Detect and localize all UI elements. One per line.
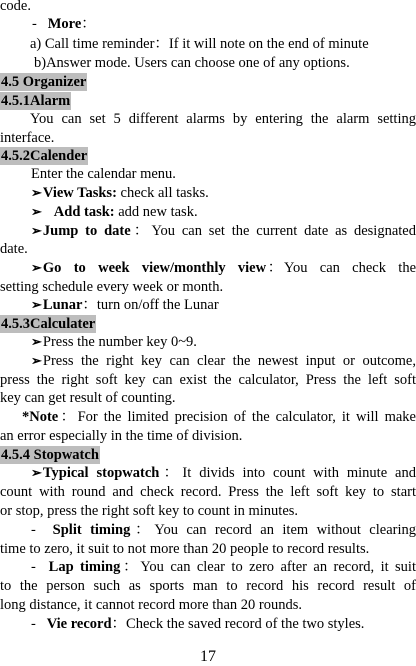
item-title: Split timing [52,522,131,538]
section-heading [0,73,416,91]
item-title: More [47,16,82,32]
text-line: setting schedule every week or month. [0,279,224,295]
list-item [0,184,416,202]
note-text: ：For the limited precision of the calculator, it will make [58,409,416,425]
arrow-bullet-icon: ➢ [31,334,42,349]
list-item-split-timing [0,521,416,539]
note-line [0,408,416,426]
item-title: Lap timing [48,559,121,575]
heading-organizer: 4.5 Organizer [1,74,87,90]
list-item-lap-timing [0,558,416,576]
item-title: Typical stopwatch [42,465,160,481]
item-title: View Tasks: [42,185,117,201]
text-line: Enter the calendar menu. [31,166,176,182]
section-heading [0,315,416,333]
list-item [0,464,416,482]
section-heading [0,446,416,464]
item-text: add new task. [114,204,198,220]
text-line: count with round and check record. Press the left soft key to start [0,484,416,500]
text-line: press the right soft key can exist the calculator, Press the left soft [0,372,416,388]
list-item-more [0,15,416,33]
item-text: ：You can clear to zero after an record, it suit [120,559,416,575]
section-heading [0,92,416,110]
item-title: Lunar [42,297,83,313]
arrow-bullet-icon: ➢ [31,260,42,275]
item-title: Add task: [53,204,115,220]
text-line: time to zero, it suit to not more than 20 people to record results. [0,541,370,557]
heading-alarm: 4.5.1Alarm [1,93,71,109]
arrow-bullet-icon: ➢ [31,297,42,312]
item-text: Press the right key can clear the newest input or outcome, [42,353,416,369]
text-line: interface. [0,130,55,146]
item-text: ：turn on/off the Lunar [82,297,219,313]
heading-calculater: 4.5.3Calculater [1,316,96,332]
list-item-vie-record [0,615,416,633]
text-line: a) Call time reminder：If it will note on the end of minute [30,36,369,52]
item-text: ：You can check the [266,260,416,276]
item-title: Vie record [46,616,112,632]
arrow-bullet-icon: ➢ [31,185,42,200]
section-heading [0,147,416,165]
text-line: an error especially in the time of division. [0,428,243,444]
list-item [0,203,416,221]
item-punct: ： [81,16,96,32]
item-text: Press the number key 0~9. [42,334,197,350]
text-line: You can set 5 different alarms by entering the alarm setting [30,111,416,127]
list-item [0,222,416,240]
list-item [0,333,416,351]
text-line: code. [0,0,31,14]
item-title: Jump to date [42,223,131,239]
heading-stopwatch: 4.5.4 Stopwatch [1,447,99,463]
list-item [0,259,416,277]
text-line: key can get result of counting. [0,390,176,406]
list-item [0,296,416,314]
item-text: ：You can record an item without clearing [130,522,416,538]
arrow-bullet-icon: ➢ [31,353,42,368]
arrow-bullet-icon: ➢ [31,204,42,219]
item-text: ：You can set the current date as designated [130,223,416,239]
arrow-bullet-icon: ➢ [31,223,42,238]
dash-marker: - [31,616,36,632]
item-title: Go to week view/monthly view [42,260,267,276]
text-line: long distance, it cannot record more than 20 rounds. [0,597,303,613]
text-line: date. [0,241,28,257]
note-label: *Note [22,409,59,425]
heading-calender: 4.5.2Calender [1,148,88,164]
item-text: ：It divids into count with minute and [159,465,416,481]
item-text: check all tasks. [116,185,209,201]
text-line: or stop, press the right soft key to count in minutes. [0,503,299,519]
dash-marker: - [32,16,37,32]
page-number: 17 [200,648,216,665]
text-line: to the person such as sports man to record his record result of [0,578,416,594]
dash-marker: - [31,559,36,575]
dash-marker: - [31,522,36,538]
list-item [0,352,416,370]
item-text: ：Check the saved record of the two styles. [111,616,365,632]
arrow-bullet-icon: ➢ [31,465,42,480]
text-line: b)Answer mode. Users can choose one of any options. [34,55,350,71]
